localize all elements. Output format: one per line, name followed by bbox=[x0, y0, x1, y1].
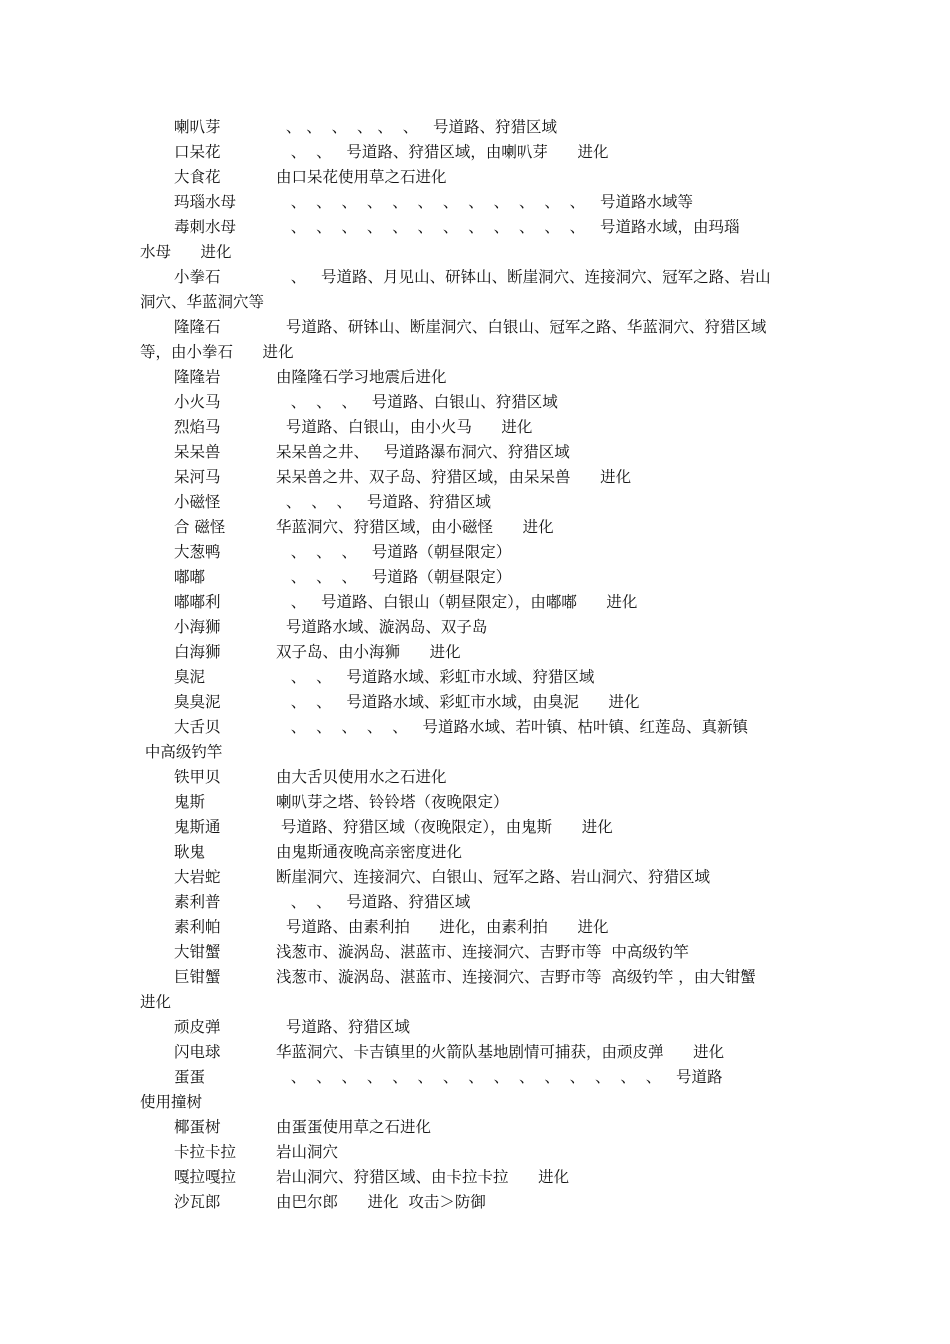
entry-row bbox=[140, 715, 812, 765]
entry-row bbox=[140, 215, 812, 265]
entry-row bbox=[140, 115, 812, 140]
entry-row bbox=[140, 565, 812, 590]
entry-name: 臭泥 bbox=[174, 668, 206, 686]
entry-row bbox=[140, 1015, 812, 1040]
entry-row bbox=[140, 590, 812, 615]
entry-location: 岩山洞穴、狩猎区域、由卡拉卡拉 进化 bbox=[276, 1168, 570, 1186]
entry-row bbox=[140, 915, 812, 940]
entry-location: 华蓝洞穴、卡吉镇里的火箭队基地剧情可捕获，由顽皮弹 进化 bbox=[276, 1043, 725, 1061]
entry-name: 大葱鸭 bbox=[174, 543, 221, 561]
entry-location: 由蛋蛋使用草之石进化 bbox=[276, 1118, 432, 1136]
entry-name: 耿鬼 bbox=[174, 843, 206, 861]
entry-name: 大岩蛇 bbox=[174, 868, 221, 886]
entry-location: 由大舌贝使用水之石进化 bbox=[276, 768, 447, 786]
entry-name: 椰蛋树 bbox=[174, 1118, 221, 1136]
entry-location: 呆呆兽之井、双子岛、狩猎区域，由呆呆兽 进化 bbox=[276, 468, 632, 486]
entry-row bbox=[140, 1165, 812, 1190]
entry-location: 、 、 、 、 、 、 、 、 、 、 、 、 号道路水域，由玛瑙 bbox=[276, 218, 740, 236]
entry-row bbox=[140, 365, 812, 390]
entry-row bbox=[140, 465, 812, 490]
entry-name: 嘟嘟 bbox=[174, 568, 206, 586]
entry-name: 小拳石 bbox=[174, 268, 221, 286]
entry-row bbox=[140, 840, 812, 865]
entry-row bbox=[140, 615, 812, 640]
entry-name: 玛瑙水母 bbox=[174, 193, 237, 211]
entry-name: 小火马 bbox=[174, 393, 221, 411]
entry-row bbox=[140, 790, 812, 815]
entry-name: 臭臭泥 bbox=[174, 693, 221, 711]
entry-location: 、 、 、 、 、 、 号道路、狩猎区域 bbox=[276, 118, 558, 136]
entry-location-continued: 洞穴、华蓝洞穴等 bbox=[140, 293, 265, 311]
entry-location: 号道路水域、漩涡岛、双子岛 bbox=[276, 618, 488, 636]
entry-name: 隆隆岩 bbox=[174, 368, 221, 386]
entry-location: 、 、 号道路、狩猎区域 bbox=[276, 893, 471, 911]
entry-row bbox=[140, 1065, 812, 1115]
entry-location: 双子岛、由小海狮 进化 bbox=[276, 643, 461, 661]
entry-name: 巨钳蟹 bbox=[174, 968, 221, 986]
entry-location: 号道路、由素利拍 进化，由素利拍 进化 bbox=[276, 918, 609, 936]
entry-name: 蛋蛋 bbox=[174, 1068, 206, 1086]
entry-location: 、 、 、 、 、 、 、 、 、 、 、 、 号道路水域等 bbox=[276, 193, 693, 211]
entry-row bbox=[140, 515, 812, 540]
entry-row bbox=[140, 440, 812, 465]
entry-row bbox=[140, 690, 812, 715]
entry-name: 闪电球 bbox=[174, 1043, 221, 1061]
entry-location: 、 、 、 号道路、狩猎区域 bbox=[276, 493, 491, 511]
entry-row bbox=[140, 665, 812, 690]
entry-location: 号道路、研钵山、断崖洞穴、白银山、冠军之路、华蓝洞穴、狩猎区域 bbox=[276, 318, 767, 336]
entry-location: 、 号道路、月见山、研钵山、断崖洞穴、连接洞穴、冠军之路、岩山 bbox=[276, 268, 771, 286]
entry-row bbox=[140, 390, 812, 415]
entry-location: 华蓝洞穴、狩猎区域，由小磁怪 进化 bbox=[276, 518, 554, 536]
entry-location: 由巴尔郎 进化 攻击＞防御 bbox=[276, 1193, 486, 1211]
entry-row bbox=[140, 415, 812, 440]
entry-name: 嘎拉嘎拉 bbox=[174, 1168, 237, 1186]
entry-name: 烈焰马 bbox=[174, 418, 221, 436]
entry-location-continued: 使用撞树 bbox=[140, 1093, 203, 1111]
entry-location: 喇叭芽之塔、铃铃塔（夜晚限定） bbox=[276, 793, 509, 811]
entry-location: 断崖洞穴、连接洞穴、白银山、冠军之路、岩山洞穴、狩猎区域 bbox=[276, 868, 711, 886]
entry-row bbox=[140, 1115, 812, 1140]
entry-row bbox=[140, 940, 812, 965]
entry-row bbox=[140, 765, 812, 790]
entry-name: 白海狮 bbox=[174, 643, 221, 661]
entry-name: 呆呆兽 bbox=[174, 443, 221, 461]
entry-name: 喇叭芽 bbox=[174, 118, 221, 136]
entry-location-continued: 水母 进化 bbox=[140, 243, 232, 261]
entry-location-continued: 等，由小拳石 进化 bbox=[140, 343, 294, 361]
entry-location: 浅葱市、漩涡岛、湛蓝市、连接洞穴、吉野市等 中高级钓竿 bbox=[276, 943, 689, 961]
entry-row bbox=[140, 1040, 812, 1065]
entry-row bbox=[140, 815, 812, 840]
entry-row bbox=[140, 1190, 812, 1215]
entry-row bbox=[140, 165, 812, 190]
entry-location: 、 、 号道路水域、彩虹市水域，由臭泥 进化 bbox=[276, 693, 640, 711]
entry-row bbox=[140, 140, 812, 165]
entry-name: 隆隆石 bbox=[174, 318, 221, 336]
entry-location: 、 、 、 、 、 号道路水域、若叶镇、枯叶镇、红莲岛、真新镇 bbox=[276, 718, 748, 736]
entry-name: 鬼斯通 bbox=[174, 818, 221, 836]
entry-name: 素利普 bbox=[174, 893, 221, 911]
entry-location-continued: 进化 bbox=[140, 993, 172, 1011]
entry-location: 、 、 号道路、狩猎区域，由喇叭芽 进化 bbox=[276, 143, 609, 161]
entry-name: 口呆花 bbox=[174, 143, 221, 161]
entry-name: 嘟嘟利 bbox=[174, 593, 221, 611]
entry-location: 号道路、白银山，由小火马 进化 bbox=[276, 418, 533, 436]
entry-row bbox=[140, 890, 812, 915]
entry-name: 合 磁怪 bbox=[174, 518, 226, 536]
entry-name: 大舌贝 bbox=[174, 718, 221, 736]
entry-name: 顽皮弹 bbox=[174, 1018, 221, 1036]
entry-row bbox=[140, 965, 812, 1015]
entry-row bbox=[140, 865, 812, 890]
entry-name: 铁甲贝 bbox=[174, 768, 221, 786]
entry-location: 呆呆兽之井、 号道路瀑布洞穴、狩猎区域 bbox=[276, 443, 570, 461]
entry-row bbox=[140, 490, 812, 515]
entry-location: 岩山洞穴 bbox=[276, 1143, 339, 1161]
entry-location: 浅葱市、漩涡岛、湛蓝市、连接洞穴、吉野市等 高级钓竿 ，由大钳蟹 bbox=[276, 968, 756, 986]
entry-location: 、 号道路、白银山（朝昼限定），由嘟嘟 进化 bbox=[276, 593, 638, 611]
entry-name: 小海狮 bbox=[174, 618, 221, 636]
entry-location: 号道路、狩猎区域（夜晚限定），由鬼斯 进化 bbox=[276, 818, 613, 836]
entry-row bbox=[140, 640, 812, 665]
entry-location: 、 、 、 号道路（朝昼限定） bbox=[276, 568, 512, 586]
entry-location: 由鬼斯通夜晚高亲密度进化 bbox=[276, 843, 463, 861]
entry-name: 小磁怪 bbox=[174, 493, 221, 511]
entry-name: 沙瓦郎 bbox=[174, 1193, 221, 1211]
entry-location: 、 、 、 号道路（朝昼限定） bbox=[276, 543, 512, 561]
entry-row bbox=[140, 190, 812, 215]
entry-location: 由口呆花使用草之石进化 bbox=[276, 168, 447, 186]
entry-name: 卡拉卡拉 bbox=[174, 1143, 237, 1161]
entry-location-continued: 中高级钓竿 bbox=[140, 743, 223, 761]
entry-row bbox=[140, 1140, 812, 1165]
entry-location: 号道路、狩猎区域 bbox=[276, 1018, 410, 1036]
entry-row bbox=[140, 265, 812, 315]
entry-location: 、 、 号道路水域、彩虹市水域、狩猎区域 bbox=[276, 668, 595, 686]
entry-name: 素利帕 bbox=[174, 918, 221, 936]
entry-location: 由隆隆石学习地震后进化 bbox=[276, 368, 447, 386]
entry-location: 、 、 、 、 、 、 、 、 、 、 、 、 、 、 、 号道路 bbox=[276, 1068, 723, 1086]
entry-location: 、 、 、 号道路、白银山、狩猎区域 bbox=[276, 393, 558, 411]
entry-name: 大钳蟹 bbox=[174, 943, 221, 961]
entry-row bbox=[140, 540, 812, 565]
entry-row bbox=[140, 315, 812, 365]
entry-name: 毒刺水母 bbox=[174, 218, 237, 236]
entry-name: 大食花 bbox=[174, 168, 221, 186]
entry-name: 鬼斯 bbox=[174, 793, 206, 811]
entry-name: 呆河马 bbox=[174, 468, 221, 486]
